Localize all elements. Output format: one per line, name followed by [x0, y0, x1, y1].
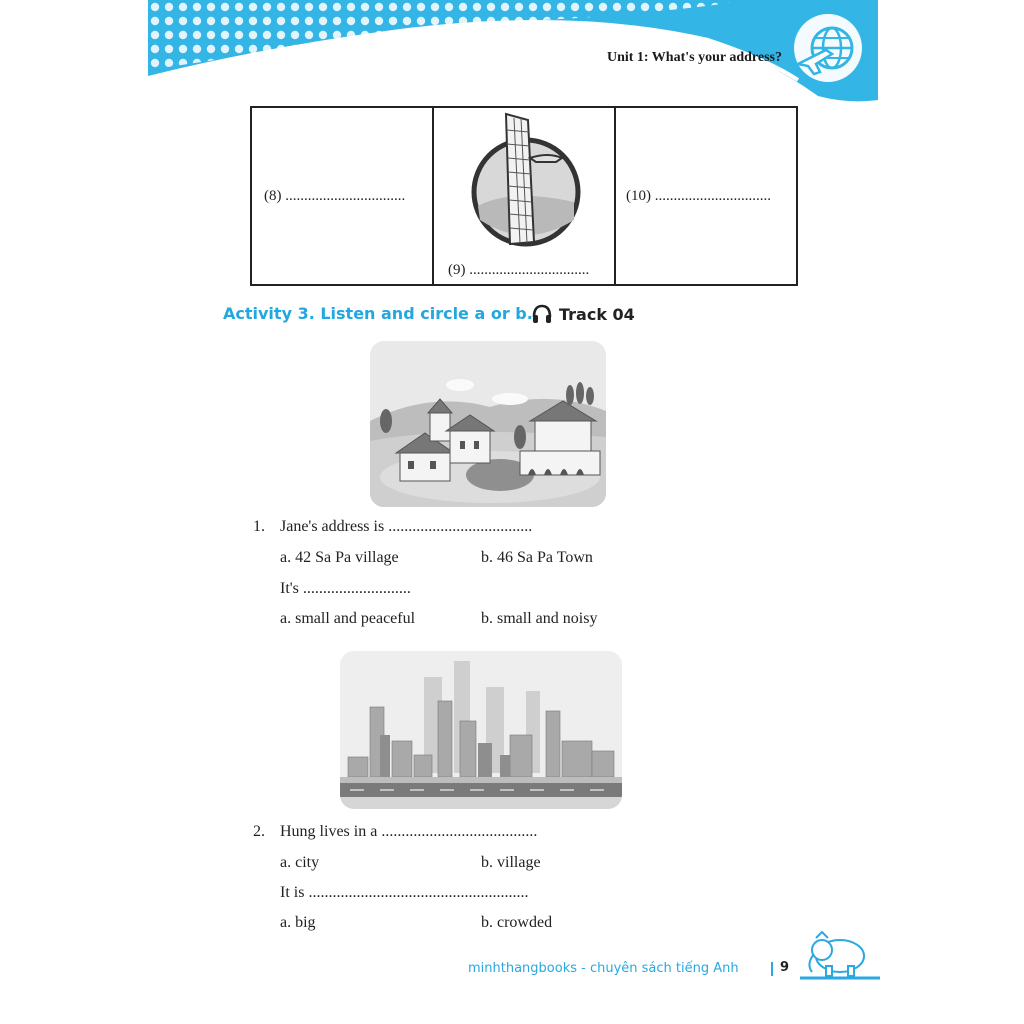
globe-plane-icon — [796, 20, 860, 80]
question-2-option-b2[interactable]: b. crowded — [481, 914, 553, 931]
picture-table — [250, 106, 798, 286]
answer-blank-9[interactable]: (9) ................................ — [448, 262, 590, 278]
tower-illustration — [470, 110, 582, 250]
answer-blank-10[interactable]: (10) ............................... — [626, 188, 771, 204]
question-2-line1[interactable]: Hung lives in a ....................................... — [280, 823, 538, 840]
headphones-icon — [531, 303, 553, 325]
elephant-mascot-icon — [800, 930, 880, 982]
track-number: Track 04 — [559, 304, 635, 324]
table-cell-8 — [252, 108, 434, 284]
city-image — [340, 651, 622, 809]
question-1-line1[interactable]: Jane's address is .................................... — [280, 518, 533, 535]
answer-blank-8[interactable]: (8) ................................ — [264, 188, 406, 204]
village-image — [370, 341, 606, 507]
question-2-number: 2. — [253, 823, 265, 840]
header-band — [148, 0, 878, 104]
question-2-option-a2[interactable]: a. big — [280, 914, 316, 931]
question-1-line2[interactable]: It's ........................... — [280, 580, 411, 597]
question-1-option-b2[interactable]: b. small and noisy — [481, 610, 598, 627]
unit-title: Unit 1: What's your address? — [606, 50, 782, 65]
table-cell-10 — [616, 108, 796, 284]
track-label[interactable] — [531, 303, 635, 325]
question-1-number: 1. — [253, 518, 265, 535]
question-1-option-a2[interactable]: a. small and peaceful — [280, 610, 416, 627]
question-2-option-a1[interactable]: a. city — [280, 854, 320, 871]
question-1-option-a1[interactable]: a. 42 Sa Pa village — [280, 549, 399, 566]
table-cell-9 — [434, 108, 616, 284]
workbook-page — [148, 0, 878, 1024]
question-2-line2[interactable]: It is ....................................................... — [280, 884, 529, 901]
question-2-option-b1[interactable]: b. village — [481, 854, 541, 871]
footer-separator — [771, 962, 773, 976]
question-1-option-b1[interactable]: b. 46 Sa Pa Town — [481, 549, 593, 566]
page-number: 9 — [780, 960, 790, 975]
activity-title: Activity 3. Listen and circle a or b. — [223, 304, 533, 323]
footer-publisher: minhthangbooks - chuyên sách tiếng Anh — [468, 961, 739, 976]
